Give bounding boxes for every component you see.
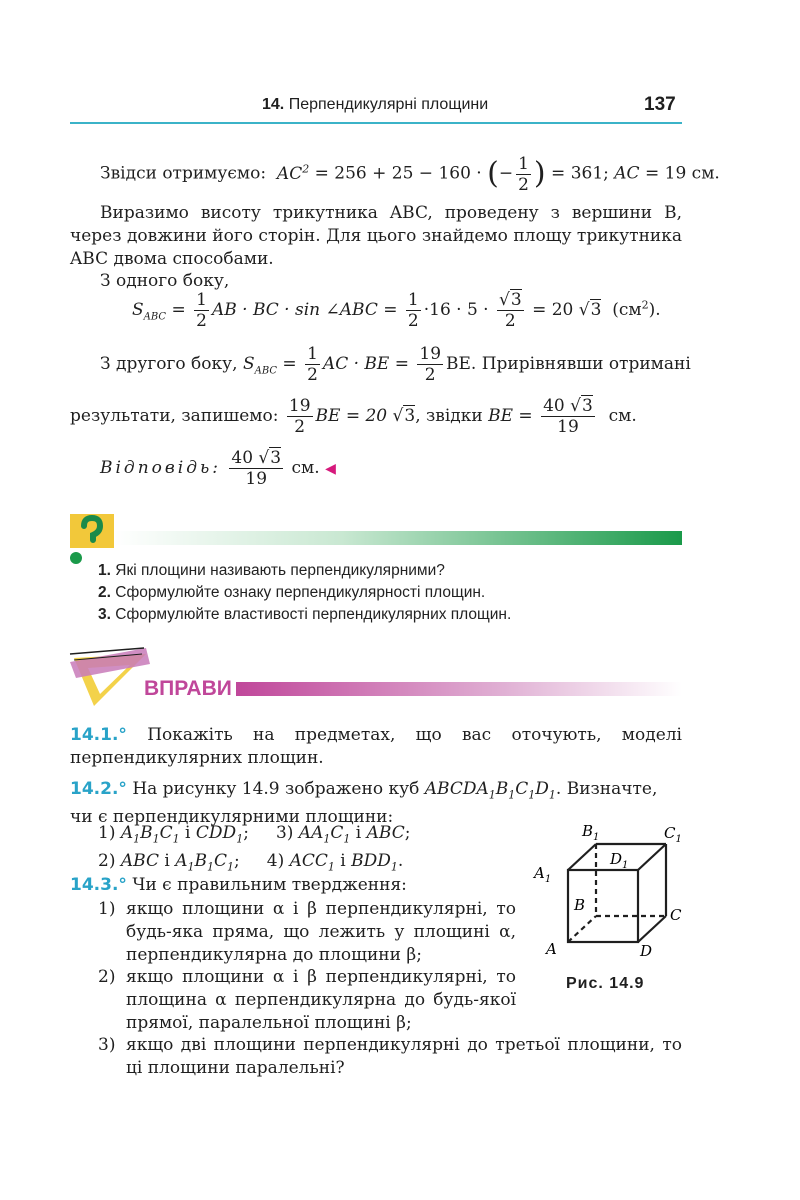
vertex-label-d1: $D_1$ — [610, 850, 629, 871]
paren-fraction: ( — [487, 156, 499, 191]
vertex-label-c1: $C_1$ — [664, 824, 682, 845]
vertex-label-d: D — [640, 942, 653, 960]
fraction-one-half: $\frac{1}{2}$ — [518, 153, 529, 195]
question-bar — [114, 531, 682, 545]
answer-line: Відповідь: $\frac{40 √3}{19}$ см. ◀ — [100, 448, 336, 489]
exercise-14-2-options: 1) $A_1B_1C_1$ і $CDD_1$; 3) $AA_1C_1$ і ABC; 2) ABC і $A_1B_1C_1$; 4) $ACC_1$ і $BDD_1$. — [98, 823, 411, 874]
vertex-label-b: B — [574, 896, 586, 914]
exercise-14-3: 14.3.° Чи є правильним твердження: — [70, 875, 407, 895]
running-header — [262, 96, 488, 114]
exercise-14-3-item-3: 3) якщо дві площини перпендикулярні до третьої площини, то ці площини паралельні? — [98, 1035, 682, 1078]
exercises-title: ВПРАВИ — [144, 677, 232, 700]
ruler-triangle-icon — [66, 644, 154, 708]
figure-caption: Рис. 14.9 — [566, 975, 645, 992]
vertex-label-c: C — [670, 906, 682, 924]
exercise-14-3-item-2: 2) якщо площини α і β перпендикулярні, то площина α перпендикулярна до будь-якої прямої, паралельної площині β; — [98, 967, 516, 1033]
vertex-label-a: A — [546, 940, 557, 958]
figure-cube — [530, 816, 690, 966]
vertex-label-b1: $B_1$ — [582, 822, 600, 843]
solution-paragraph-3: З другого боку, $S_{ABC}$ = $\frac{1}{2}$ AC · BE = $\frac{19}{2}$ BE. Прирівнявши отримані — [100, 344, 691, 385]
end-of-solution-marker-icon: ◀ — [325, 461, 336, 477]
vertex-label-a1: $A_1$ — [534, 864, 552, 885]
exercise-14-1: 14.1.° Покажіть на предметах, що вас оточують, моделі перпендикулярних площин. — [70, 725, 682, 768]
solution-line-1: Звідси отримуємо: $AC^2 = 256 + 25 - 160$ · (− $\frac{1}{2}$ ) = 361; AC = 19 см. — [100, 153, 720, 195]
review-questions — [98, 560, 678, 626]
question-item: 3. Сформулюйте властивості перпендикулярних площин. — [98, 606, 512, 623]
ac-squared: $AC^2$ — [271, 161, 310, 184]
solution-paragraph-2: З одного боку, — [100, 271, 230, 291]
page-number: 137 — [644, 94, 676, 115]
chapter-number: 14. — [262, 96, 285, 113]
question-item: 2. Сформулюйте ознаку перпендикулярності площин. — [98, 584, 486, 601]
chapter-title: Перпендикулярні площини — [288, 96, 489, 113]
exercise-14-3-item-1: 1) якщо площини α і β перпендикулярні, то будь-яка пряма, що лежить у площині α, перпендикулярна до площини β; — [98, 899, 516, 965]
question-item: 1. Які площини називають перпендикулярними? — [98, 562, 445, 579]
solution-paragraph-4: результати, запишемо: $\frac{19}{2}$ BE = 20 √3, звідки BE = $\frac{40 √3}{19}$ см. — [70, 396, 637, 437]
exercises-bar — [236, 682, 682, 696]
header-rule — [70, 122, 682, 124]
area-formula-1: $S_{ABC}$ = $\frac{1}{2}$ AB · BC · sin ∠ABC = $\frac{1}{2}$ ·16 · 5 · $\frac{√3}{2}$ = 20 √3 $(см^2)$. — [132, 290, 661, 331]
exercise-14-2: 14.2.° На рисунку 14.9 зображено куб $ABCDA_1B_1C_1D_1$. Визначте, чи є перпендикулярними площини: — [70, 779, 658, 828]
question-mark-icon — [70, 514, 114, 548]
solution-paragraph-1: Виразимо висоту трикутника ABC, проведену з вершини B, через довжини його сторін. Для цього знайдемо площу трикутника ABC двома способами. — [70, 203, 682, 269]
